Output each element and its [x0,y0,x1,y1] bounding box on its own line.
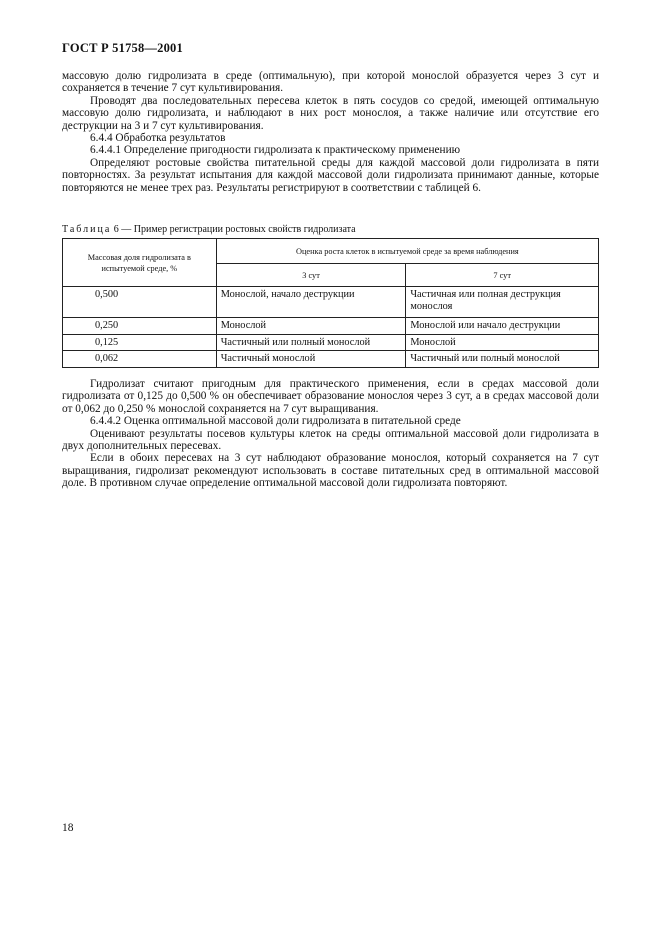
table-cell-3-days: Частичный монослой [216,351,406,368]
column-header-3-days: 3 сут [216,264,406,287]
table-caption [62,224,356,235]
paragraph-passages: Проводят два последовательных пересева клеток в пять сосудов со средой, имеющей оптимальную массовую долю гидролизата, и наблюдают в них рост монослоя, а также наличие или отсутствие его деструкции на 3 и 7 сут культивирования. [62,94,599,132]
table-cell-3-days: Монослой [216,318,406,335]
table-caption-title: 6 — Пример регистрации ростовых свойств гидролизата [111,224,356,235]
column-header-7-days: 7 сут [406,264,599,287]
paragraph-continuation: массовую долю гидролизата в среде (оптимальную), при которой монослой образуется через 3 сут и сохраняется в течение 7 сут культивирования. [62,70,599,95]
paragraph-suitability: Гидролизат считают пригодным для практического применения, если в средах массовой доли гидролизата от 0,125 до 0,500 % он обеспечивает образование монослоя через 3 сут, а в средах массовой доли от 0,062 до 0,250 % монослой сохраняется на 7 сут выращивания. [62,378,599,415]
table-cell-7-days: Частичная или полная деструкция монослоя [406,287,599,318]
paragraph-recommendation: Если в обоих пересевах на 3 сут наблюдают образование монослоя, который сохраняется на 7 сут выращивания, гидролизат рекомендуют использовать в составе питательных сред в оптимальной массовой доле. В противном случае определение оптимальной массовой доли гидролизата повторяют. [62,452,599,490]
table-row [63,287,599,318]
table-cell-3-days: Монослой, начало деструкции [216,287,406,318]
table-cell-mass-fraction: 0,500 [63,287,217,318]
document-header: ГОСТ Р 51758—2001 [62,41,183,55]
section-heading-6-4-4: 6.4.4 Обработка результатов [90,132,226,145]
table-row [63,318,599,335]
table-row [63,334,599,351]
paragraph-evaluation: Оценивают результаты посевов культуры клеток на среды оптимальной массовой доли гидролизата в двух дополнительных пересевах. [62,427,599,453]
table-cell-3-days: Частичный или полный монослой [216,334,406,351]
table-caption-prefix: Таблица [62,224,112,235]
table-cell-7-days: Монослой [406,334,599,351]
table-cell-mass-fraction: 0,250 [63,318,217,335]
table-cell-mass-fraction: 0,125 [63,334,217,351]
section-heading-6-4-4-2: 6.4.4.2 Оценка оптимальной массовой доли гидролизата в питательной среде [90,415,461,428]
table-cell-mass-fraction: 0,062 [63,351,217,368]
body-text-top [62,70,599,194]
body-text-bottom [62,378,599,490]
table-cell-7-days: Частичный или полный монослой [406,351,599,368]
results-table [62,238,599,368]
table-row [63,351,599,368]
page-number: 18 [62,822,74,834]
section-heading-6-4-4-1: 6.4.4.1 Определение пригодности гидролизата к практическому применению [90,144,461,157]
column-header-mass-fraction: Массовая доля гидролизата в испытуемой среде, % [63,239,217,287]
column-header-growth-evaluation: Оценка роста клеток в испытуемой среде за время наблюдения [216,239,598,264]
paragraph-growth-properties: Определяют ростовые свойства питательной среды для каждой массовой доли гидролизата в пяти повторностях. За результат испытания для каждой массовой доли гидролизата принимают данные, которые повторяются не менее трех раз. Результаты регистрируют в соответствии с таблицей 6. [62,156,599,194]
table-cell-7-days: Монослой или начало деструкции [406,318,599,335]
